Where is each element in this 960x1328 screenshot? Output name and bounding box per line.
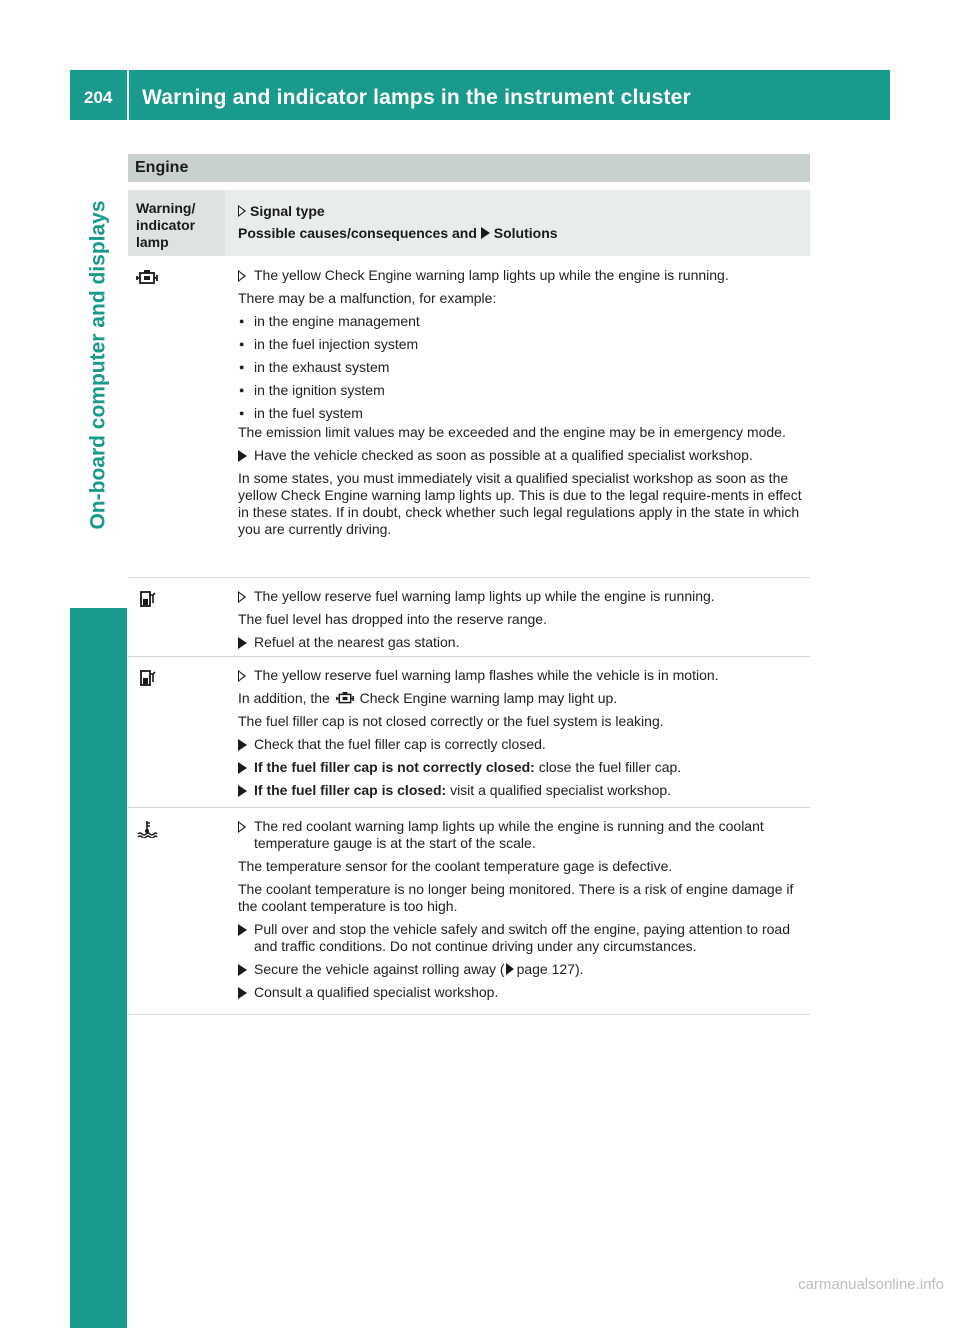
- solution-text: visit a qualified specialist workshop.: [450, 782, 672, 798]
- action-arrow-icon: [238, 450, 247, 462]
- action-arrow-icon: [238, 987, 247, 999]
- list-item: ● in the exhaust system: [238, 359, 804, 376]
- signal-text: The red coolant warning lamp lights up while the engine is running and the coolant temperature gauge is at the start of the scale.: [254, 818, 764, 851]
- signal-type-icon: [238, 821, 246, 833]
- cause-text: [238, 690, 804, 707]
- fuel-pump-icon: [136, 590, 158, 608]
- page-reference-link[interactable]: page 127).: [516, 961, 584, 977]
- row-content: [238, 818, 804, 1007]
- row-content: [238, 667, 804, 805]
- signal-line: [238, 588, 804, 605]
- cause-text: There may be a malfunction, for example:: [238, 290, 497, 306]
- signal-type-icon: [238, 205, 246, 217]
- header-divider: [127, 70, 129, 120]
- side-tab-block: [70, 608, 127, 1328]
- signal-text: The yellow reserve fuel warning lamp lights up while the engine is running.: [254, 588, 715, 604]
- list-item: ● in the fuel injection system: [238, 336, 804, 353]
- check-engine-icon: [136, 269, 158, 287]
- table-header: [128, 190, 810, 256]
- coolant-temperature-icon: [136, 820, 158, 838]
- solution-line: [238, 634, 804, 651]
- signal-text: The yellow Check Engine warning lamp lights up while the engine is running.: [254, 267, 729, 283]
- section-title-text: Engine: [135, 159, 189, 176]
- solution-text: Consult a qualified specialist workshop.: [254, 984, 499, 1000]
- side-tab-text-wrap: [70, 122, 127, 608]
- side-tab: [70, 122, 127, 1302]
- list-item: ● in the ignition system: [238, 382, 804, 399]
- solution-line: [238, 736, 804, 753]
- fuel-pump-icon: [136, 669, 158, 687]
- solution-line: [238, 782, 804, 799]
- cause-text: The temperature sensor for the coolant temperature gage is defective.: [238, 858, 673, 874]
- action-arrow-icon: [238, 739, 247, 751]
- col-header-lamp: [128, 190, 225, 256]
- consequence-text: The coolant temperature is no longer being monitored. There is a risk of engine damage if the coolant temperature is too high.: [238, 881, 794, 914]
- solution-text-a: Secure the vehicle against rolling away (: [254, 961, 505, 977]
- cause-text: The fuel level has dropped into the reserve range.: [238, 611, 547, 627]
- solution-text: Check that the fuel filler cap is correctly closed.: [254, 736, 546, 752]
- cause-text: The fuel filler cap is not closed correctly or the fuel system is leaking.: [238, 713, 664, 729]
- cause-text-b: Check Engine warning lamp may light up.: [359, 690, 618, 706]
- signal-type-icon: [238, 591, 246, 603]
- section-title: [128, 154, 810, 182]
- solution-line: [238, 984, 804, 1001]
- table-row: [128, 657, 810, 808]
- solution-text: Have the vehicle checked as soon as possible at a qualified specialist workshop.: [254, 447, 753, 463]
- signal-line: [238, 818, 804, 852]
- consequence-text: The emission limit values may be exceeded and the engine may be in emergency mode.: [238, 424, 786, 440]
- side-tab-label: On-board computer and displays: [86, 200, 110, 530]
- row-content: [238, 588, 804, 657]
- action-arrow-icon: [238, 785, 247, 797]
- page-ref-icon: [506, 963, 514, 975]
- solution-text: Pull over and stop the vehicle safely and switch off the engine, paying attention to road and traffic conditions. Do not continue driving under any circumstances.: [254, 921, 790, 954]
- solutions-icon: [481, 227, 490, 239]
- action-arrow-icon: [238, 964, 247, 976]
- col-header-signal: [238, 200, 558, 244]
- signal-type-icon: [238, 670, 246, 682]
- solution-line: [238, 961, 804, 978]
- col-header-causes: Possible causes/consequences and: [238, 225, 477, 241]
- signal-type-icon: [238, 270, 246, 282]
- solution-line: [238, 921, 804, 955]
- list-item: ● in the fuel system: [238, 405, 804, 422]
- col-header-lamp-text: Warning/ indicator lamp: [136, 200, 196, 250]
- solution-line: [238, 447, 804, 464]
- table-row: [128, 808, 810, 1015]
- solution-text: close the fuel filler cap.: [538, 759, 682, 775]
- col-header-solutions: Solutions: [493, 225, 558, 241]
- list-item: ● in the engine management: [238, 313, 804, 330]
- cause-text-a: In addition, the: [238, 690, 330, 706]
- page-number: 204: [84, 88, 113, 107]
- col-header-signal-type: Signal type: [250, 203, 325, 219]
- solution-condition: If the fuel filler cap is closed:: [254, 782, 447, 798]
- signal-text: The yellow reserve fuel warning lamp flashes while the vehicle is in motion.: [254, 667, 719, 683]
- table-row: [128, 257, 810, 578]
- action-arrow-icon: [238, 637, 247, 649]
- solution-line: [238, 759, 804, 776]
- page-header: [70, 70, 890, 120]
- row-content: [238, 267, 804, 544]
- action-arrow-icon: [238, 924, 247, 936]
- signal-line: [238, 267, 804, 284]
- action-arrow-icon: [238, 762, 247, 774]
- check-engine-icon: [336, 691, 354, 706]
- signal-line: [238, 667, 804, 684]
- table-row: [128, 578, 810, 657]
- solution-condition: If the fuel filler cap is not correctly closed:: [254, 759, 535, 775]
- note-text: In some states, you must immediately visit a qualified specialist workshop as soon as the yellow Check Engine warning lamp lights up. This is due to the legal require-ments in effect in these states. If in doubt, check whether such legal regulations apply in the state in which you are currently driving.: [238, 470, 802, 537]
- watermark: carmanualsonline.info: [798, 1276, 944, 1293]
- page-title: Warning and indicator lamps in the instrument cluster: [142, 86, 691, 109]
- solution-text: Refuel at the nearest gas station.: [254, 634, 460, 650]
